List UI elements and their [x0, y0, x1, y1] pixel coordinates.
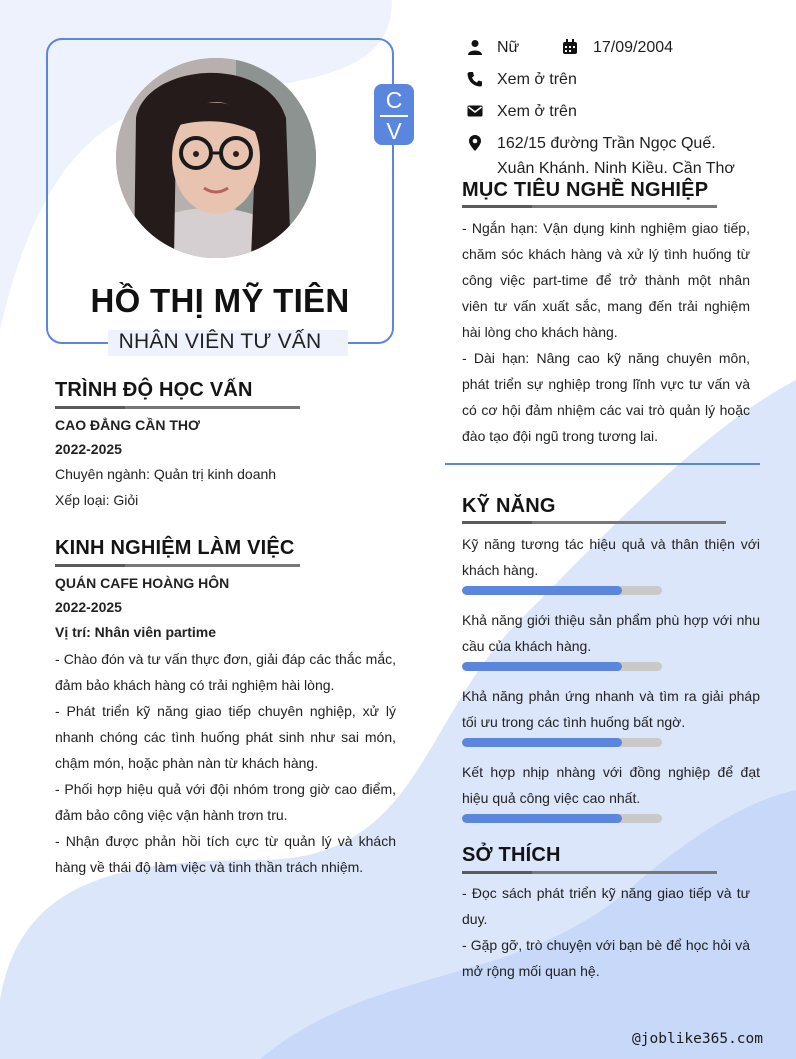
address-line-1: 162/15 đường Trần Ngọc Quế.: [497, 135, 716, 152]
experience-role: Vị trí: Nhân viên partime: [55, 624, 217, 640]
skill-item: [462, 683, 760, 747]
skill-item: [462, 607, 760, 671]
location-icon: [467, 135, 483, 151]
experience-duty: - Nhận được phản hồi tích cực từ quản lý và khách hàng về thái độ làm việc và tinh thần trách nhiệm.: [55, 833, 396, 875]
objective-title: MỤC TIÊU NGHỀ NGHIỆP: [462, 179, 709, 201]
experience-duty: - Chào đón và tư vấn thực đơn, giải đáp các thắc mắc, đảm bảo khách hàng có trải nghiệm hài lòng.: [55, 651, 396, 693]
skills-list: [462, 531, 760, 823]
skill-level-fill: [462, 662, 622, 671]
hobby-item: - Gặp gỡ, trò chuyện với bạn bè để học hỏi và mở rộng mối quan hệ.: [462, 937, 750, 979]
objective-short-term: - Ngắn hạn: Vận dụng kinh nghiệm giao tiếp, chăm sóc khách hàng và xử lý tình huống từ công việc part-time để trở thành một nhân viên tư vấn xuất sắc, mang đến trải nghiệm hài lòng cho khách hàng.: [462, 220, 750, 340]
experience-title: KINH NGHIỆM LÀM VIỆC: [55, 537, 295, 559]
candidate-name: HỒ THỊ MỸ TIÊN: [90, 282, 350, 319]
experience-years: 2022-2025: [55, 599, 122, 615]
objective-long-term: - Dài hạn: Nâng cao kỹ năng chuyên môn, phát triển sự nghiệp trong lĩnh vực tư vấn và có cơ hội đảm nhiệm các vai trò quản lý hoặc đào tạo đội ngũ trong tương lai.: [462, 350, 750, 444]
skill-item: [462, 531, 760, 595]
skill-item: [462, 759, 760, 823]
experience-duty: - Phối hợp hiệu quả với đội nhóm trong giờ cao điểm, đảm bảo công việc vận hành trơn tru.: [55, 781, 396, 823]
hobbies-list: [462, 880, 750, 984]
candidate-position: NHÂN VIÊN TƯ VẤN: [118, 330, 322, 353]
gender-value: Nữ: [497, 39, 520, 56]
skill-text: Khả năng giới thiệu sản phẩm phù hợp với nhu cầu của khách hàng.: [462, 612, 760, 654]
skill-level-bar: [462, 738, 662, 747]
education-major: Chuyên ngành: Quản trị kinh doanh: [55, 466, 277, 482]
education-school: CAO ĐẲNG CẦN THƠ: [55, 417, 200, 433]
skill-level-fill: [462, 738, 622, 747]
education-years: 2022-2025: [55, 441, 122, 457]
skill-text: Khả năng phản ứng nhanh và tìm ra giải pháp tối ưu trong các tình huống bất ngờ.: [462, 688, 760, 730]
objective-underline: [462, 205, 717, 208]
hobby-item: - Đọc sách phát triển kỹ năng giao tiếp và tư duy.: [462, 885, 750, 927]
experience-duties: [55, 646, 396, 880]
phone-value: Xem ở trên: [497, 71, 577, 88]
education-underline: [55, 406, 300, 409]
cv-badge-top: C: [385, 87, 403, 113]
birthdate-value: 17/09/2004: [593, 39, 674, 56]
skill-text: Kết hợp nhịp nhàng với đồng nghiệp để đạt hiệu quả công việc cao nhất.: [462, 764, 760, 806]
skill-level-bar: [462, 586, 662, 595]
experience-company: QUÁN CAFE HOÀNG HÔN: [55, 575, 230, 591]
section-divider: [445, 463, 760, 465]
phone-icon: [467, 71, 483, 87]
email-value: Xem ở trên: [497, 103, 577, 120]
profile-photo: [116, 58, 316, 258]
cv-badge: [374, 84, 414, 145]
education-grade: Xếp loại: Giỏi: [55, 492, 139, 508]
footer-watermark: @joblike365.com: [632, 1031, 763, 1047]
skill-level-bar: [462, 814, 662, 823]
cv-badge-divider: [380, 115, 408, 117]
skill-level-fill: [462, 814, 622, 823]
hobbies-title: SỞ THÍCH: [462, 844, 561, 866]
calendar-icon: [562, 39, 578, 55]
person-icon: [467, 39, 483, 55]
address-line-2: Xuân Khánh. Ninh Kiều. Cần Thơ: [497, 160, 735, 177]
skill-text: Kỹ năng tương tác hiệu quả và thân thiện với khách hàng.: [462, 536, 760, 578]
objective-body: [462, 215, 750, 449]
experience-underline: [55, 564, 300, 567]
skill-level-bar: [462, 662, 662, 671]
hobbies-underline: [462, 871, 717, 874]
experience-duty: - Phát triển kỹ năng giao tiếp chuyên nghiệp, xử lý nhanh chóng các tình huống phát sinh như sai món, chậm món, hoặc phàn nàn từ khách hàng.: [55, 703, 396, 771]
skills-title: KỸ NĂNG: [462, 495, 556, 517]
education-title: TRÌNH ĐỘ HỌC VẤN: [55, 379, 253, 401]
cv-badge-bottom: V: [386, 118, 402, 144]
skills-underline: [462, 521, 726, 524]
mail-icon: [467, 103, 483, 119]
skill-level-fill: [462, 586, 622, 595]
